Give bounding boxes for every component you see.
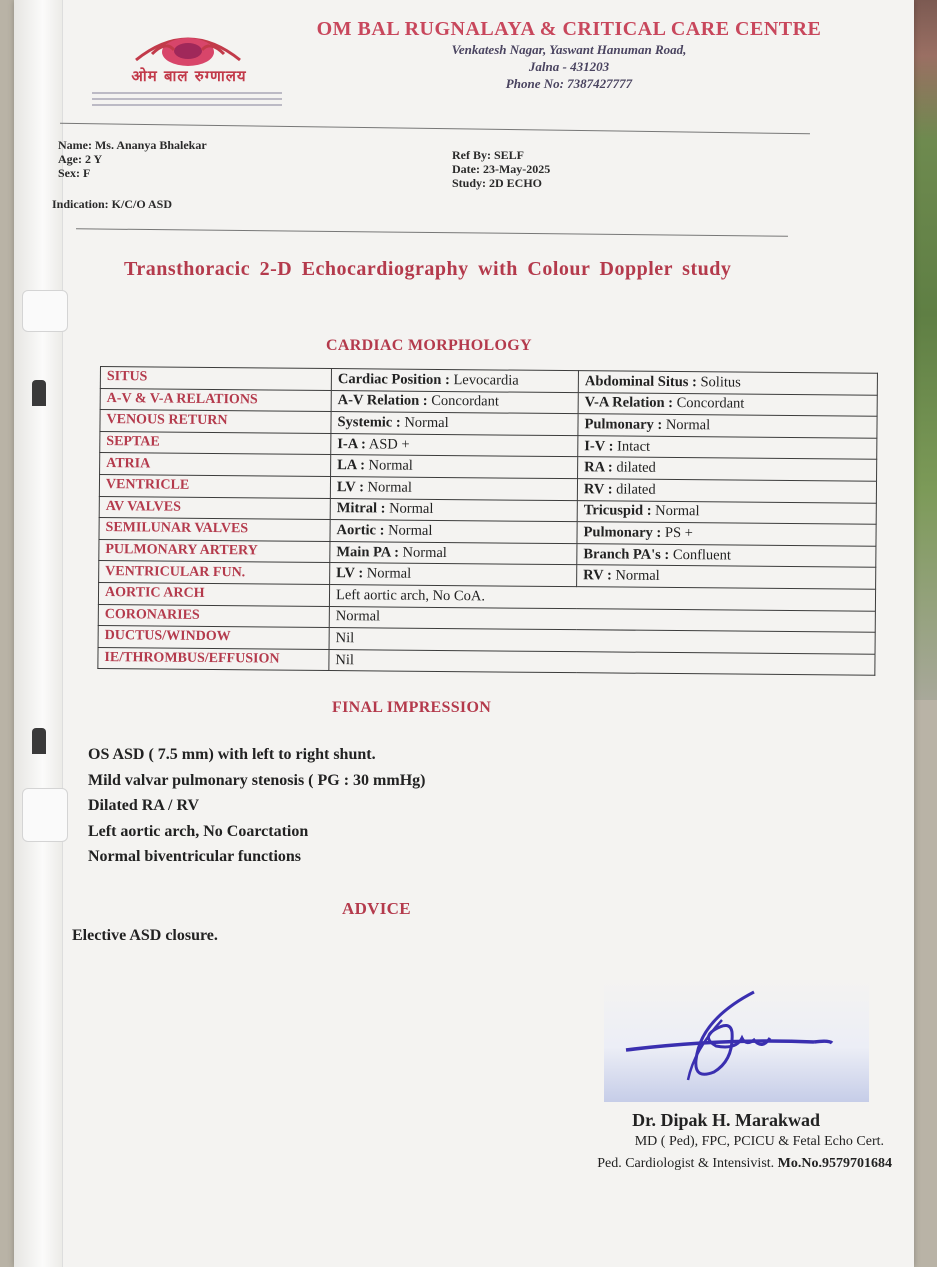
row-label: AORTIC ARCH <box>98 582 329 606</box>
row-value: Normal <box>329 606 875 632</box>
row-cell <box>330 541 577 565</box>
row-cell <box>578 414 877 438</box>
patient-indication: Indication: K/C/O ASD <box>52 197 173 211</box>
patient-age: Age: 2 Y <box>58 152 103 166</box>
patient-info-right <box>452 148 550 190</box>
cell-value: Normal <box>662 416 711 434</box>
cell-key: Pulmonary : <box>584 416 663 433</box>
patient-sex: Sex: F <box>58 166 91 180</box>
cell-value: Confluent <box>669 546 732 564</box>
row-cell <box>577 565 876 589</box>
cell-value: Normal <box>400 414 449 432</box>
cell-key: RV : <box>583 480 613 498</box>
binder-hole <box>32 728 46 754</box>
impression-line: Mild valvar pulmonary stenosis ( PG : 30 mmHg) <box>88 771 426 789</box>
row-cell <box>577 543 876 567</box>
cell-key: Mitral : <box>336 500 386 517</box>
logo-hindi-text: ओम बाल रुग्णालय <box>131 67 247 85</box>
doctor-designation-line <box>597 1153 892 1175</box>
cell-value: Normal <box>385 500 434 518</box>
cell-key: Tricuspid : <box>583 502 652 520</box>
row-cell <box>331 433 578 457</box>
row-cell <box>331 412 578 436</box>
final-impression-heading: FINAL IMPRESSION <box>332 699 492 716</box>
cell-value: dilated <box>612 481 656 498</box>
row-value: Left aortic arch, No CoA. <box>329 584 875 610</box>
cardiac-morphology-table <box>97 366 878 676</box>
doctor-name: Dr. Dipak H. Marakwad <box>632 1110 820 1130</box>
hospital-logo <box>74 18 304 118</box>
row-label: ATRIA <box>100 453 331 477</box>
binder-hole <box>32 380 46 406</box>
patient-name: Name: Ms. Ananya Bhalekar <box>58 138 207 152</box>
report-date: Date: 23-May-2025 <box>452 162 551 176</box>
hospital-name: OM BAL RUGNALAYA & CRITICAL CARE CENTRE <box>316 18 822 40</box>
cell-key: Aortic : <box>336 522 385 539</box>
row-cell <box>331 369 578 393</box>
report-title: Transthoracic 2-D Echocardiography with Colour Doppler study <box>124 258 732 280</box>
row-label: AV VALVES <box>99 496 330 520</box>
cell-key: Branch PA's : <box>583 545 670 563</box>
cell-key: Main PA : <box>336 543 400 561</box>
hospital-phone: Phone No: 7387427777 <box>505 76 633 91</box>
row-label: A-V & V-A RELATIONS <box>100 388 331 412</box>
cell-key: RV : <box>583 567 612 584</box>
row-cell <box>330 563 577 587</box>
cell-value: Levocardia <box>449 371 519 389</box>
study-type: Study: 2D ECHO <box>452 176 543 190</box>
cell-key: LV : <box>336 478 365 496</box>
row-label: VENOUS RETURN <box>100 410 331 434</box>
cell-value: Concordant <box>427 393 500 410</box>
row-value: Nil <box>329 649 875 675</box>
row-cell <box>331 455 578 479</box>
row-cell <box>578 457 877 481</box>
row-cell <box>578 435 877 459</box>
cell-key: A-V Relation : <box>337 392 428 410</box>
row-value: Nil <box>329 628 875 654</box>
advice-text: Elective ASD closure. <box>72 927 218 944</box>
report-page <box>14 0 914 1267</box>
final-impression-list <box>88 742 425 870</box>
hospital-address-2: Jalna - 431203 <box>528 59 610 74</box>
row-label: VENTRICLE <box>99 474 330 498</box>
row-cell <box>577 500 876 524</box>
cell-key: I-A : <box>337 435 367 452</box>
header-divider <box>60 123 810 134</box>
cell-value: Normal <box>363 479 412 496</box>
cell-value: Normal <box>398 544 447 561</box>
impression-line: Left aortic arch, No Coarctation <box>88 822 309 840</box>
hospital-address-1: Venkatesh Nagar, Yaswant Hanuman Road, <box>451 42 687 57</box>
row-cell <box>578 392 877 416</box>
cardiac-morphology-heading: CARDIAC MORPHOLOGY <box>326 337 532 354</box>
row-cell <box>330 520 577 544</box>
cell-key: V-A Relation : <box>584 394 674 412</box>
row-label: CORONARIES <box>98 604 329 628</box>
row-label: DUCTUS/WINDOW <box>98 626 329 650</box>
cell-value: Normal <box>363 565 412 582</box>
cell-key: LA : <box>337 457 366 474</box>
cell-key: Systemic : <box>337 414 401 431</box>
doctor-designation: Ped. Cardiologist & Intensivist. <box>597 1156 775 1171</box>
hospital-header <box>299 18 839 92</box>
row-cell <box>577 479 876 503</box>
row-cell <box>331 390 578 414</box>
ref-by: Ref By: SELF <box>452 148 524 162</box>
cell-value: PS + <box>661 524 693 542</box>
impression-line: Normal biventricular functions <box>88 848 302 865</box>
cell-key: RA : <box>584 459 613 476</box>
cell-key: I-V : <box>584 437 614 455</box>
cell-value: Normal <box>651 503 700 520</box>
row-label: SEMILUNAR VALVES <box>99 518 330 542</box>
info-divider <box>76 228 788 236</box>
cell-value: Concordant <box>672 395 745 413</box>
doctor-block <box>597 1110 892 1175</box>
row-cell <box>577 522 876 546</box>
doctor-qualifications: MD ( Ped), FPC, PCICU & Fetal Echo Cert. <box>634 1134 884 1149</box>
row-label: IE/THROMBUS/EFFUSION <box>98 647 329 671</box>
binder-clip <box>22 788 68 842</box>
cell-value: Solitus <box>696 374 741 391</box>
file-binder-strip <box>14 0 63 1267</box>
row-label: SITUS <box>100 367 331 391</box>
cell-key: Cardiac Position : <box>337 370 450 388</box>
cell-key: Pulmonary : <box>583 524 662 541</box>
impression-line: OS ASD ( 7.5 mm) with left to right shunt. <box>88 746 376 763</box>
cell-key: Abdominal Situs : <box>584 373 697 391</box>
cell-value: Normal <box>611 567 660 585</box>
row-cell <box>330 476 577 500</box>
signature-stamp-area <box>604 980 869 1102</box>
cell-key: LV : <box>336 565 364 582</box>
doctor-signature <box>604 980 869 1102</box>
patient-info-left <box>58 138 207 180</box>
cell-value: Intact <box>613 438 651 455</box>
row-label: PULMONARY ARTERY <box>99 539 330 563</box>
row-cell <box>330 498 577 522</box>
logo-subtext-lines <box>82 88 292 112</box>
cell-value: dilated <box>612 459 656 477</box>
cell-value: Normal <box>364 457 413 474</box>
row-label: SEPTAE <box>100 431 331 455</box>
doctor-mobile: Mo.No.9579701684 <box>777 1156 892 1171</box>
impression-line: Dilated RA / RV <box>88 797 199 814</box>
cell-value: Normal <box>384 522 433 539</box>
row-label: VENTRICULAR FUN. <box>99 561 330 585</box>
row-cell <box>578 371 877 395</box>
advice-heading: ADVICE <box>342 899 411 918</box>
cell-value: ASD + <box>365 435 410 453</box>
binder-clip <box>22 290 68 332</box>
